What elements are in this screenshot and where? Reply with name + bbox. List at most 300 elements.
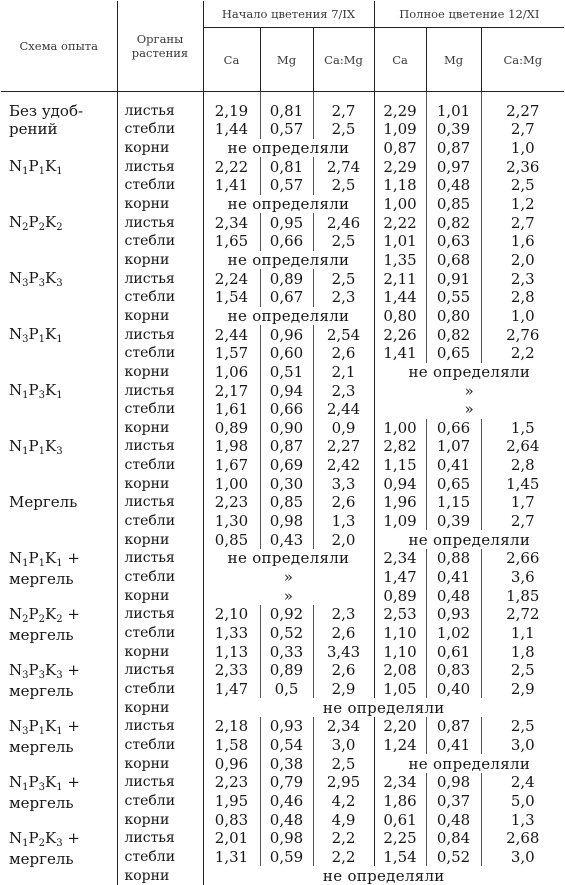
value-cell: 2,34 — [374, 549, 426, 568]
value-cell: 0,48 — [426, 586, 481, 605]
value-cell: 3,6 — [510, 568, 535, 587]
value-cell: 2,36 — [506, 157, 540, 176]
value-cell: 2,34 — [203, 213, 260, 232]
value-cell: 1,61 — [203, 400, 260, 419]
value-cell: 0,93 — [426, 605, 481, 624]
value-cell: 2,22 — [203, 157, 260, 176]
scheme-cell: $N_3P_1K_1$ — [1, 325, 117, 381]
table-row — [1, 717, 564, 736]
value-cell: 2,7 — [510, 213, 535, 232]
value-cell: 0,57 — [260, 176, 313, 195]
value-cell: 0,33 — [260, 642, 313, 661]
value-cell: 2,5 — [510, 661, 535, 680]
organ-cell: корни — [117, 419, 203, 438]
value-cell: 5,0 — [510, 791, 535, 810]
value-cell: 2,2 — [313, 848, 374, 867]
organ-cell: листья — [117, 269, 203, 288]
organ-cell: стебли — [117, 232, 203, 251]
value-cell: 2,33 — [203, 661, 260, 680]
note-cell: » — [464, 400, 475, 419]
value-cell: 2,23 — [203, 773, 260, 792]
scheme-cell: Без удоб- рений — [1, 92, 117, 158]
value-cell: 1,33 — [203, 624, 260, 643]
value-cell: 1,02 — [426, 624, 481, 643]
value-cell: 2,27 — [506, 102, 540, 120]
organ-cell: стебли — [117, 568, 203, 587]
value-cell: 2,20 — [374, 717, 426, 736]
organ-cell: корни — [117, 698, 203, 717]
organ-cell: стебли — [117, 456, 203, 475]
value-cell: 1,18 — [374, 176, 426, 195]
value-cell: 2,3 — [313, 288, 374, 307]
value-cell: 2,44 — [203, 325, 260, 344]
organ-cell: стебли — [117, 400, 203, 419]
value-cell: 0,66 — [260, 232, 313, 251]
note-cell: » — [464, 381, 475, 400]
value-cell: 0,66 — [260, 400, 313, 419]
value-cell: 2,19 — [203, 92, 260, 121]
table-row — [1, 213, 564, 232]
note-cell: не определяли — [322, 866, 445, 885]
value-cell: 0,48 — [260, 810, 313, 829]
value-cell: 1,45 — [506, 474, 540, 493]
value-cell: 1,67 — [203, 456, 260, 475]
table-row — [1, 605, 564, 624]
value-cell: 2,34 — [374, 773, 426, 792]
value-cell: 0,81 — [260, 157, 313, 176]
value-cell: 2,11 — [374, 269, 426, 288]
value-cell: 0,69 — [260, 456, 313, 475]
value-cell: 0,92 — [260, 605, 313, 624]
value-cell: 0,94 — [260, 381, 313, 400]
organ-cell: листья — [117, 717, 203, 736]
value-cell: 1,6 — [510, 232, 535, 251]
value-cell: 0,84 — [426, 829, 481, 848]
value-cell: 2,6 — [313, 661, 374, 680]
value-cell: 0,82 — [426, 213, 481, 232]
value-cell: 0,55 — [426, 288, 481, 307]
value-cell: 0,80 — [374, 307, 426, 326]
value-cell: 3,3 — [313, 474, 374, 493]
organ-cell: листья — [117, 773, 203, 792]
value-cell: 2,25 — [374, 829, 426, 848]
note-cell: не определяли — [322, 698, 445, 717]
value-cell: 2,54 — [313, 325, 374, 344]
organ-cell: корни — [117, 139, 203, 158]
value-cell: 0,52 — [426, 848, 481, 867]
value-cell: 0,61 — [374, 810, 426, 829]
value-cell: 1,5 — [510, 418, 535, 437]
table-body — [1, 92, 564, 885]
value-cell: 2,3 — [313, 381, 374, 400]
value-cell: 2,8 — [510, 456, 535, 475]
value-cell: 1,41 — [374, 344, 426, 363]
organ-cell: листья — [117, 437, 203, 456]
value-cell: 2,2 — [313, 829, 374, 848]
value-cell: 0,40 — [426, 680, 481, 699]
organ-cell: листья — [117, 661, 203, 680]
organ-cell: корни — [117, 530, 203, 549]
value-cell: 2,8 — [510, 288, 535, 307]
organ-cell: листья — [117, 829, 203, 848]
value-cell: 1,01 — [374, 232, 426, 251]
value-cell: 0,83 — [203, 810, 260, 829]
value-cell: 1,00 — [374, 419, 426, 438]
value-cell: 2,42 — [313, 456, 374, 475]
value-cell: 0,43 — [260, 530, 313, 549]
scheme-cell: Мергель — [1, 493, 117, 549]
header-period-2: Полное цветение 12/XI — [374, 1, 564, 28]
table-row — [1, 269, 564, 288]
value-cell: 0,48 — [426, 176, 481, 195]
organ-cell: корни — [117, 474, 203, 493]
scheme-cell: $N_1P_2K_3$ + мергель — [1, 829, 117, 885]
value-cell: 0,38 — [260, 754, 313, 773]
value-cell: 2,95 — [313, 773, 374, 792]
scheme-cell: $N_2P_2K_2$ + мергель — [1, 605, 117, 661]
header-ratio-1: Ca:Mg — [313, 28, 374, 92]
value-cell: 2,82 — [374, 437, 426, 456]
value-cell: 1,30 — [203, 512, 260, 531]
value-cell: 1,0 — [510, 306, 535, 325]
value-cell: 0,48 — [426, 810, 481, 829]
scheme-cell: $N_3P_3K_3$ + мергель — [1, 661, 117, 717]
value-cell: 1,10 — [374, 642, 426, 661]
value-cell: 1,54 — [374, 848, 426, 867]
value-cell: 1,15 — [426, 493, 481, 512]
scheme-cell: $N_1P_1K_3$ — [1, 437, 117, 493]
value-cell: 1,15 — [374, 456, 426, 475]
value-cell: 2,7 — [313, 92, 374, 121]
value-cell: 1,57 — [203, 344, 260, 363]
value-cell: 0,39 — [426, 120, 481, 139]
organ-cell: стебли — [117, 512, 203, 531]
note-cell: » — [203, 568, 374, 587]
table-row — [1, 773, 564, 792]
scheme-cell: $N_2P_2K_2$ — [1, 213, 117, 269]
header-period-1: Начало цветения 7/IX — [203, 1, 374, 28]
value-cell: 0,98 — [426, 773, 481, 792]
value-cell: 0,85 — [426, 195, 481, 214]
value-cell: 1,01 — [426, 92, 481, 121]
organ-cell: листья — [117, 325, 203, 344]
value-cell: 1,54 — [203, 288, 260, 307]
value-cell: 1,3 — [510, 810, 535, 829]
organ-cell: корни — [117, 810, 203, 829]
note-cell: не определяли — [203, 251, 374, 270]
value-cell: 1,44 — [374, 288, 426, 307]
header-organs: Органы растения — [117, 1, 203, 92]
value-cell: 1,10 — [374, 624, 426, 643]
value-cell: 0,79 — [260, 773, 313, 792]
value-cell: 0,83 — [426, 661, 481, 680]
value-cell: 0,90 — [260, 419, 313, 438]
value-cell: 2,17 — [203, 381, 260, 400]
value-cell: 1,44 — [203, 120, 260, 139]
value-cell: 1,58 — [203, 736, 260, 755]
value-cell: 2,29 — [374, 157, 426, 176]
value-cell: 2,3 — [313, 605, 374, 624]
table-row — [1, 325, 564, 344]
value-cell: 0,91 — [426, 269, 481, 288]
value-cell: 0,54 — [260, 736, 313, 755]
value-cell: 0,81 — [260, 92, 313, 121]
value-cell: 1,35 — [374, 251, 426, 270]
value-cell: 2,5 — [313, 754, 374, 773]
value-cell: 0,82 — [426, 325, 481, 344]
value-cell: 0,60 — [260, 344, 313, 363]
value-cell: 0,5 — [260, 680, 313, 699]
note-cell: не определяли — [203, 195, 374, 214]
value-cell: 4,2 — [313, 792, 374, 811]
value-cell: 2,44 — [313, 400, 374, 419]
value-cell: 0,63 — [426, 232, 481, 251]
value-cell: 2,53 — [374, 605, 426, 624]
note-cell: не определяли — [408, 362, 531, 381]
table-row — [1, 381, 564, 400]
value-cell: 0,98 — [260, 829, 313, 848]
note-cell: не определяли — [203, 549, 374, 568]
value-cell: 1,95 — [203, 792, 260, 811]
organ-cell: стебли — [117, 120, 203, 139]
header-ratio-2: Ca:Mg — [481, 28, 564, 92]
organ-cell: листья — [117, 157, 203, 176]
value-cell: 0,87 — [260, 437, 313, 456]
value-cell: 1,00 — [374, 195, 426, 214]
value-cell: 2,9 — [510, 680, 535, 699]
value-cell: 0,61 — [426, 642, 481, 661]
value-cell: 2,74 — [313, 157, 374, 176]
organ-cell: корни — [117, 642, 203, 661]
organ-cell: стебли — [117, 680, 203, 699]
value-cell: 0,87 — [374, 139, 426, 158]
value-cell: 2,18 — [203, 717, 260, 736]
value-cell: 1,00 — [203, 474, 260, 493]
value-cell: 1,24 — [374, 736, 426, 755]
value-cell: 2,9 — [313, 680, 374, 699]
value-cell: 0,89 — [203, 419, 260, 438]
value-cell: 0,87 — [426, 139, 481, 158]
value-cell: 0,66 — [426, 419, 481, 438]
value-cell: 2,7 — [510, 512, 535, 531]
organ-cell: корни — [117, 866, 203, 885]
table-row — [1, 437, 564, 456]
value-cell: 1,41 — [203, 176, 260, 195]
value-cell: 2,6 — [313, 493, 374, 512]
data-table — [1, 1, 564, 885]
value-cell: 0,96 — [203, 754, 260, 773]
value-cell: 3,0 — [510, 735, 535, 754]
value-cell: 0,85 — [203, 530, 260, 549]
value-cell: 2,72 — [506, 605, 540, 624]
value-cell: 2,2 — [510, 344, 535, 363]
value-cell: 0,41 — [426, 736, 481, 755]
organ-cell: стебли — [117, 624, 203, 643]
value-cell: 1,0 — [510, 138, 535, 157]
value-cell: 0,41 — [426, 568, 481, 587]
table-row — [1, 661, 564, 680]
value-cell: 1,09 — [374, 120, 426, 139]
value-cell: 2,68 — [506, 829, 540, 848]
organ-cell: стебли — [117, 792, 203, 811]
value-cell: 1,96 — [374, 493, 426, 512]
scheme-cell: $N_1P_1K_1$ — [1, 157, 117, 213]
header-scheme: Схема опыта — [1, 1, 117, 92]
value-cell: 0,87 — [426, 717, 481, 736]
value-cell: 2,5 — [313, 120, 374, 139]
value-cell: 2,5 — [313, 176, 374, 195]
organ-cell: листья — [117, 549, 203, 568]
value-cell: 0,89 — [374, 586, 426, 605]
scheme-cell: $N_1P_1K_1$ + мергель — [1, 549, 117, 605]
value-cell: 1,85 — [506, 586, 540, 605]
scheme-cell: $N_1P_3K_1$ — [1, 381, 117, 437]
organ-cell: корни — [117, 307, 203, 326]
value-cell: 0,98 — [260, 512, 313, 531]
value-cell: 0,46 — [260, 792, 313, 811]
organ-cell: листья — [117, 213, 203, 232]
value-cell: 1,47 — [374, 568, 426, 587]
value-cell: 0,65 — [426, 474, 481, 493]
value-cell: 2,5 — [510, 176, 535, 195]
value-cell: 1,07 — [426, 437, 481, 456]
value-cell: 2,6 — [313, 624, 374, 643]
value-cell: 2,3 — [510, 269, 535, 288]
value-cell: 2,0 — [313, 530, 374, 549]
header-ca-2: Ca — [374, 28, 426, 92]
value-cell: 1,47 — [203, 680, 260, 699]
value-cell: 2,08 — [374, 661, 426, 680]
table-row — [1, 829, 564, 848]
value-cell: 2,7 — [510, 120, 535, 139]
value-cell: 1,31 — [203, 848, 260, 867]
note-cell: не определяли — [203, 139, 374, 158]
value-cell: 2,46 — [313, 213, 374, 232]
value-cell: 2,5 — [313, 232, 374, 251]
value-cell: 2,27 — [313, 437, 374, 456]
value-cell: 1,98 — [203, 437, 260, 456]
scheme-cell: $N_3P_3K_3$ — [1, 269, 117, 325]
value-cell: 2,5 — [510, 717, 535, 736]
value-cell: 0,51 — [260, 363, 313, 382]
value-cell: 2,0 — [510, 250, 535, 269]
table-row — [1, 157, 564, 176]
value-cell: 0,93 — [260, 717, 313, 736]
value-cell: 2,1 — [313, 363, 374, 382]
header-mg-1: Mg — [260, 28, 313, 92]
value-cell: 0,39 — [426, 512, 481, 531]
value-cell: 2,22 — [374, 213, 426, 232]
value-cell: 2,29 — [374, 92, 426, 121]
scheme-cell: $N_3P_1K_1$ + мергель — [1, 717, 117, 773]
value-cell: 2,66 — [506, 549, 540, 568]
value-cell: 1,05 — [374, 680, 426, 699]
value-cell: 0,9 — [313, 419, 374, 438]
organ-cell: стебли — [117, 288, 203, 307]
value-cell: 1,65 — [203, 232, 260, 251]
value-cell: 0,65 — [426, 344, 481, 363]
value-cell: 2,64 — [506, 437, 540, 456]
value-cell: 1,09 — [374, 512, 426, 531]
value-cell: 2,01 — [203, 829, 260, 848]
organ-cell: стебли — [117, 344, 203, 363]
value-cell: 2,34 — [313, 717, 374, 736]
organ-cell: листья — [117, 92, 203, 121]
note-cell: не определяли — [408, 754, 531, 773]
value-cell: 2,24 — [203, 269, 260, 288]
organ-cell: корни — [117, 754, 203, 773]
value-cell: 0,80 — [426, 307, 481, 326]
value-cell: 2,10 — [203, 605, 260, 624]
value-cell: 2,76 — [506, 325, 540, 344]
organ-cell: корни — [117, 586, 203, 605]
value-cell: 1,86 — [374, 792, 426, 811]
organ-cell: корни — [117, 195, 203, 214]
value-cell: 1,8 — [510, 642, 535, 661]
organ-cell: стебли — [117, 176, 203, 195]
value-cell: 2,23 — [203, 493, 260, 512]
table-row — [1, 549, 564, 568]
value-cell: 0,68 — [426, 251, 481, 270]
value-cell: 1,7 — [510, 493, 535, 512]
value-cell: 0,67 — [260, 288, 313, 307]
organ-cell: листья — [117, 381, 203, 400]
value-cell: 1,2 — [510, 194, 535, 213]
value-cell: 0,89 — [260, 269, 313, 288]
value-cell: 0,59 — [260, 848, 313, 867]
note-cell: не определяли — [408, 530, 531, 549]
scheme-cell: $N_1P_3K_1$ + мергель — [1, 773, 117, 829]
value-cell: 1,3 — [313, 512, 374, 531]
value-cell: 1,06 — [203, 363, 260, 382]
value-cell: 1,1 — [510, 624, 535, 643]
value-cell: 0,85 — [260, 493, 313, 512]
value-cell: 4,9 — [313, 810, 374, 829]
value-cell: 0,97 — [426, 157, 481, 176]
value-cell: 0,89 — [260, 661, 313, 680]
organ-cell: стебли — [117, 848, 203, 867]
value-cell: 1,13 — [203, 642, 260, 661]
value-cell: 0,30 — [260, 474, 313, 493]
value-cell: 0,88 — [426, 549, 481, 568]
note-cell: » — [203, 586, 374, 605]
value-cell: 2,5 — [313, 269, 374, 288]
organ-cell: листья — [117, 605, 203, 624]
value-cell: 2,4 — [510, 773, 535, 792]
table-row — [1, 493, 564, 512]
value-cell: 3,43 — [313, 642, 374, 661]
header-mg-2: Mg — [426, 28, 481, 92]
value-cell: 3,0 — [510, 847, 535, 866]
table-row — [1, 92, 564, 121]
value-cell: 0,96 — [260, 325, 313, 344]
value-cell: 0,57 — [260, 120, 313, 139]
organ-cell: корни — [117, 363, 203, 382]
value-cell: 0,95 — [260, 213, 313, 232]
value-cell: 3,0 — [313, 736, 374, 755]
header-ca-1: Ca — [203, 28, 260, 92]
value-cell: 0,52 — [260, 624, 313, 643]
value-cell: 2,26 — [374, 325, 426, 344]
organ-cell: стебли — [117, 736, 203, 755]
value-cell: 0,41 — [426, 456, 481, 475]
value-cell: 2,6 — [313, 344, 374, 363]
value-cell: 0,37 — [426, 792, 481, 811]
note-cell: не определяли — [203, 307, 374, 326]
organ-cell: листья — [117, 493, 203, 512]
organ-cell: корни — [117, 251, 203, 270]
value-cell: 0,94 — [374, 474, 426, 493]
